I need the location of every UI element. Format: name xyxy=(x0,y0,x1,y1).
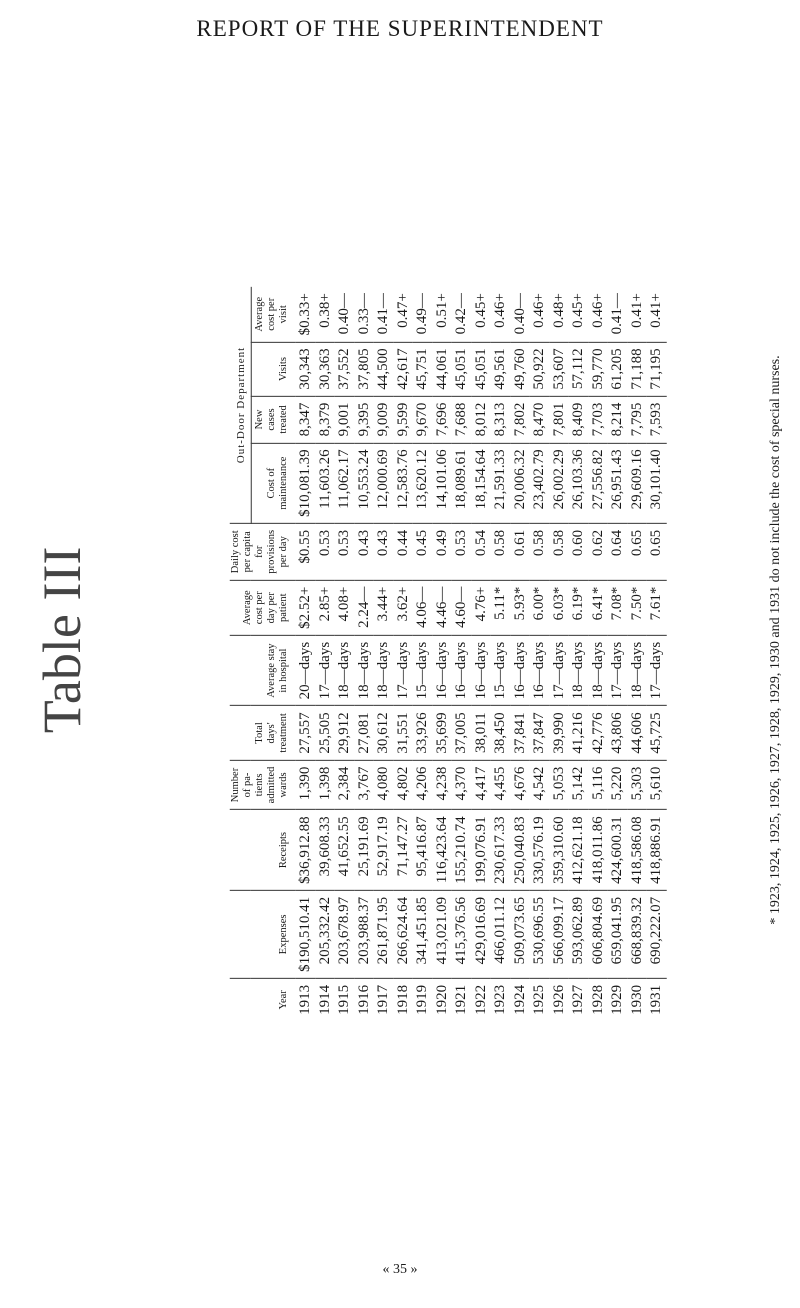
cell-od-new-cases: 7,801 xyxy=(549,396,569,443)
cell-od-cost: 18,089.61 xyxy=(452,443,472,524)
cell-patients: 4,080 xyxy=(374,760,394,810)
cell-od-new-cases: 8,409 xyxy=(569,396,589,443)
table-row-1922 xyxy=(471,287,491,1021)
cell-year: 1919 xyxy=(413,978,433,1021)
cell-capita-cost: 0.61 xyxy=(510,523,530,580)
cell-patient-days: 38,011 xyxy=(471,706,491,760)
cell-patient-days: 39,990 xyxy=(549,706,569,760)
cell-receipts: 330,576.19 xyxy=(530,810,550,891)
cell-od-avg-cost: 0.38+ xyxy=(316,293,333,328)
cell-od-visits: 37,552 xyxy=(335,342,355,396)
cell-cost-per-day: 6.00* xyxy=(530,580,550,635)
cell-od-visits: 71,195 xyxy=(647,342,667,396)
cell-receipts: 41,652.55 xyxy=(335,810,355,891)
cell-cost-per-day: 4.08+ xyxy=(335,580,355,635)
cell-patient-days: 31,551 xyxy=(393,706,413,760)
table-row-1914 xyxy=(315,287,335,1021)
col-header-od-cost: Cost of maintenance xyxy=(251,443,296,524)
cell-receipts: $36,912.88 xyxy=(296,810,316,891)
cell-cost-per-day: 4.06— xyxy=(413,580,433,635)
cell-od-cost: 10,553.24 xyxy=(354,443,374,524)
cell-stay: 17—days xyxy=(608,635,628,706)
cell-patients: 1,390 xyxy=(296,760,316,810)
cell-cost-per-day: 5.11* xyxy=(491,580,511,635)
cell-od-avg-cost: 0.46+ xyxy=(492,293,508,328)
table-row-1921 xyxy=(452,287,472,1021)
cell-stay: 18—days xyxy=(627,635,647,706)
cell-patient-days: 45,725 xyxy=(647,706,667,760)
table-row-1917 xyxy=(374,287,394,1021)
cell-od-new-cases: 8,214 xyxy=(608,396,628,443)
cell-capita-cost: 0.43 xyxy=(374,523,394,580)
cell-od-new-cases: 8,012 xyxy=(471,396,491,443)
cell-capita-cost: 0.58 xyxy=(491,523,511,580)
cell-expenses: 429,016.69 xyxy=(471,890,491,978)
cell-stay: 17—days xyxy=(647,635,667,706)
cell-receipts: 424,600.31 xyxy=(608,810,628,891)
col-header-year: Year xyxy=(230,978,296,1021)
cell-stay: 16—days xyxy=(452,635,472,706)
cell-receipts: 52,917.19 xyxy=(374,810,394,891)
cell-od-avg-cost: 0.41+ xyxy=(628,293,645,328)
cell-patients: 4,676 xyxy=(510,760,530,810)
cell-od-new-cases: 8,313 xyxy=(491,396,511,443)
cell-od-visits: 61,205 xyxy=(608,342,628,396)
table-row-1913 xyxy=(296,287,316,1021)
cell-capita-cost: 0.58 xyxy=(549,523,569,580)
cell-stay: 16—days xyxy=(471,635,491,706)
cell-year: 1914 xyxy=(315,978,335,1021)
cell-od-visits: 45,751 xyxy=(413,342,433,396)
cell-expenses: 415,376.56 xyxy=(452,890,472,978)
cell-year: 1921 xyxy=(452,978,472,1021)
cell-expenses: 690,222.07 xyxy=(647,890,667,978)
cell-od-visits: 30,363 xyxy=(315,342,335,396)
cell-year: 1913 xyxy=(296,978,316,1021)
table-row-1919 xyxy=(413,287,433,1021)
cell-patients: 4,802 xyxy=(393,760,413,810)
cell-cost-per-day: 7.61* xyxy=(647,580,667,635)
cell-patients: 3,767 xyxy=(354,760,374,810)
col-header-patients: Number of pa-tients admitted wards xyxy=(230,760,296,810)
cell-cost-per-day: 4.46— xyxy=(432,580,452,635)
cell-year: 1931 xyxy=(647,978,667,1021)
cell-expenses: 341,451.85 xyxy=(413,890,433,978)
cell-year: 1927 xyxy=(569,978,589,1021)
cell-od-avg-cost: 0.48+ xyxy=(550,293,567,328)
cell-patients: 5,303 xyxy=(627,760,647,810)
cell-cost-per-day: 5.93* xyxy=(510,580,530,635)
cell-receipts: 418,886.91 xyxy=(647,810,667,891)
table-body xyxy=(296,287,667,1021)
cell-year: 1930 xyxy=(627,978,647,1021)
cell-receipts: 155,210.74 xyxy=(452,810,472,891)
cell-od-cost: 30,101.40 xyxy=(647,443,667,524)
cell-od-cost: 23,402.79 xyxy=(530,443,550,524)
cell-patient-days: 30,612 xyxy=(374,706,394,760)
cell-od-visits: 71,188 xyxy=(627,342,647,396)
cell-patients: 4,455 xyxy=(491,760,511,810)
cell-stay: 17—days xyxy=(549,635,569,706)
cell-od-new-cases: 7,802 xyxy=(510,396,530,443)
cell-capita-cost: 0.53 xyxy=(315,523,335,580)
cell-receipts: 412,621.18 xyxy=(569,810,589,891)
cell-patient-days: 33,926 xyxy=(413,706,433,760)
cell-cost-per-day: 2.85+ xyxy=(315,580,335,635)
cell-capita-cost: 0.58 xyxy=(530,523,550,580)
cell-od-visits: 44,500 xyxy=(374,342,394,396)
col-header-expenses: Expenses xyxy=(230,890,296,978)
cell-expenses: 566,099.17 xyxy=(549,890,569,978)
cell-cost-per-day: 4.76+ xyxy=(471,580,491,635)
cell-od-visits: 50,922 xyxy=(530,342,550,396)
table-row-1924 xyxy=(510,287,530,1021)
cell-od-avg-cost: 0.42— xyxy=(453,293,469,335)
cell-expenses: 203,678.97 xyxy=(335,890,355,978)
cell-od-cost: 12,000.69 xyxy=(374,443,394,524)
page-number: « 35 » xyxy=(382,1262,418,1277)
table-row-1918 xyxy=(393,287,413,1021)
cell-od-visits: 44,061 xyxy=(432,342,452,396)
cell-od-visits: 57,112 xyxy=(569,342,589,396)
cell-receipts: 418,586.08 xyxy=(627,810,647,891)
cell-capita-cost: 0.62 xyxy=(588,523,608,580)
cell-expenses: 466,011.12 xyxy=(491,890,511,978)
cell-receipts: 116,423.64 xyxy=(432,810,452,891)
cell-od-visits: 45,051 xyxy=(471,342,491,396)
cell-year: 1926 xyxy=(549,978,569,1021)
table-row-1929 xyxy=(608,287,628,1021)
cell-capita-cost: 0.53 xyxy=(452,523,472,580)
cell-capita-cost: 0.45 xyxy=(413,523,433,580)
cell-od-new-cases: 8,379 xyxy=(315,396,335,443)
cell-patient-days: 27,557 xyxy=(296,706,316,760)
table-row-1931 xyxy=(647,287,667,1021)
cell-year: 1920 xyxy=(432,978,452,1021)
cell-patients: 4,370 xyxy=(452,760,472,810)
table-row-1928 xyxy=(588,287,608,1021)
cell-expenses: 530,696.55 xyxy=(530,890,550,978)
table-row-1930 xyxy=(627,287,647,1021)
cell-patients: 1,398 xyxy=(315,760,335,810)
cell-cost-per-day: 6.41* xyxy=(588,580,608,635)
cell-od-avg-cost: 0.40— xyxy=(336,293,352,335)
table-row-1920 xyxy=(432,287,452,1021)
cell-stay: 15—days xyxy=(491,635,511,706)
col-header-cost-per-day: Average cost per day per patient xyxy=(230,580,296,635)
cell-patient-days: 44,606 xyxy=(627,706,647,760)
cell-capita-cost: 0.53 xyxy=(335,523,355,580)
cell-od-visits: 53,607 xyxy=(549,342,569,396)
col-header-od-visits: Visits xyxy=(251,342,296,396)
cell-year: 1916 xyxy=(354,978,374,1021)
col-header-od-avg-cost: Average cost per visit xyxy=(253,296,289,332)
cell-year: 1928 xyxy=(588,978,608,1021)
cell-year: 1924 xyxy=(510,978,530,1021)
cell-od-new-cases: 9,395 xyxy=(354,396,374,443)
cell-expenses: 203,988.37 xyxy=(354,890,374,978)
cell-od-avg-cost: 0.40— xyxy=(511,293,528,335)
cell-patients: 5,220 xyxy=(608,760,628,810)
cell-patient-days: 29,912 xyxy=(335,706,355,760)
cell-year: 1918 xyxy=(393,978,413,1021)
cell-patients: 4,206 xyxy=(413,760,433,810)
cell-receipts: 359,310.60 xyxy=(549,810,569,891)
cell-od-visits: 30,343 xyxy=(296,342,316,396)
header-group-row xyxy=(230,287,251,1021)
cell-cost-per-day: 6.19* xyxy=(569,580,589,635)
cell-year: 1925 xyxy=(530,978,550,1021)
cell-od-cost: 26,951.43 xyxy=(608,443,628,524)
cell-receipts: 199,076.91 xyxy=(471,810,491,891)
cell-od-avg-cost: 0.45+ xyxy=(472,293,489,328)
cell-od-new-cases: 7,688 xyxy=(452,396,472,443)
cell-cost-per-day: 3.62+ xyxy=(393,580,413,635)
cell-od-new-cases: 9,670 xyxy=(413,396,433,443)
cell-od-new-cases: 9,009 xyxy=(374,396,394,443)
cell-od-cost: 26,103.36 xyxy=(569,443,589,524)
cell-receipts: 25,191.69 xyxy=(354,810,374,891)
cell-od-avg-cost: 0.41+ xyxy=(648,293,664,328)
cell-od-avg-cost: 0.33— xyxy=(355,293,372,335)
cell-stay: 18—days xyxy=(354,635,374,706)
cell-patients: 2,384 xyxy=(335,760,355,810)
cell-od-cost: 14,101.06 xyxy=(432,443,452,524)
cell-od-visits: 45,051 xyxy=(452,342,472,396)
cell-expenses: 509,073.65 xyxy=(510,890,530,978)
cell-capita-cost: 0.60 xyxy=(569,523,589,580)
cell-stay: 16—days xyxy=(530,635,550,706)
cell-cost-per-day: 6.03* xyxy=(549,580,569,635)
cell-patients: 5,053 xyxy=(549,760,569,810)
cell-od-cost: 18,154.64 xyxy=(471,443,491,524)
table-row-1927 xyxy=(569,287,589,1021)
table-row-1925 xyxy=(530,287,550,1021)
running-head: REPORT OF THE SUPERINTENDENT xyxy=(196,16,604,41)
cell-od-visits: 42,617 xyxy=(393,342,413,396)
cell-capita-cost: 0.65 xyxy=(647,523,667,580)
cell-stay: 17—days xyxy=(315,635,335,706)
cell-od-avg-cost: $0.33+ xyxy=(297,293,313,336)
cell-patient-days: 27,081 xyxy=(354,706,374,760)
cell-receipts: 71,147.27 xyxy=(393,810,413,891)
cell-capita-cost: 0.44 xyxy=(393,523,413,580)
cell-od-visits: 49,561 xyxy=(491,342,511,396)
cell-cost-per-day: 7.50* xyxy=(627,580,647,635)
cell-patients: 4,238 xyxy=(432,760,452,810)
cell-patient-days: 41,216 xyxy=(569,706,589,760)
cell-patients: 5,142 xyxy=(569,760,589,810)
cell-od-cost: $10,081.39 xyxy=(296,443,316,524)
cell-stay: 17—days xyxy=(393,635,413,706)
cell-stay: 16—days xyxy=(432,635,452,706)
cell-expenses: 668,839.32 xyxy=(627,890,647,978)
cell-stay: 18—days xyxy=(569,635,589,706)
cell-od-new-cases: 9,599 xyxy=(393,396,413,443)
cell-od-new-cases: 7,593 xyxy=(647,396,667,443)
cell-patient-days: 37,005 xyxy=(452,706,472,760)
cell-stay: 20—days xyxy=(296,635,316,706)
cell-od-visits: 59,770 xyxy=(588,342,608,396)
cell-od-avg-cost: 0.41— xyxy=(609,293,625,335)
cell-expenses: 205,332.42 xyxy=(315,890,335,978)
table-row-1926 xyxy=(549,287,569,1021)
rotated-table-container xyxy=(230,287,667,1021)
cell-year: 1915 xyxy=(335,978,355,1021)
cell-od-avg-cost: 0.49— xyxy=(414,293,430,335)
cell-od-avg-cost: 0.45+ xyxy=(570,293,586,328)
group-header-out-door: Out-Door Department xyxy=(230,287,251,523)
col-header-receipts: Receipts xyxy=(230,810,296,891)
cell-od-cost: 21,591.33 xyxy=(491,443,511,524)
table-row-1915 xyxy=(335,287,355,1021)
cell-cost-per-day: 2.24— xyxy=(354,580,374,635)
cell-od-new-cases: 7,703 xyxy=(588,396,608,443)
cell-expenses: 593,062.89 xyxy=(569,890,589,978)
cell-capita-cost: 0.64 xyxy=(608,523,628,580)
cell-capita-cost: 0.43 xyxy=(354,523,374,580)
cell-expenses: 413,021.09 xyxy=(432,890,452,978)
cell-od-cost: 11,603.26 xyxy=(315,443,335,524)
cell-cost-per-day: $2.52+ xyxy=(296,580,316,635)
cell-od-avg-cost: 0.47+ xyxy=(394,293,411,328)
statistics-table xyxy=(230,287,667,1021)
cell-receipts: 230,617.33 xyxy=(491,810,511,891)
cell-patient-days: 37,841 xyxy=(510,706,530,760)
cell-od-cost: 27,556.82 xyxy=(588,443,608,524)
table-row-1916 xyxy=(354,287,374,1021)
cell-expenses: 261,871.95 xyxy=(374,890,394,978)
col-header-od-new-cases: New cases treated xyxy=(251,396,296,443)
cell-cost-per-day: 7.08* xyxy=(608,580,628,635)
cell-od-new-cases: 8,470 xyxy=(530,396,550,443)
cell-patient-days: 43,806 xyxy=(608,706,628,760)
cell-expenses: 659,041.95 xyxy=(608,890,628,978)
cell-stay: 18—days xyxy=(335,635,355,706)
cell-patient-days: 37,847 xyxy=(530,706,550,760)
cell-od-new-cases: 7,696 xyxy=(432,396,452,443)
cell-od-visits: 37,805 xyxy=(354,342,374,396)
cell-od-avg-cost: 0.51+ xyxy=(433,293,450,328)
cell-cost-per-day: 4.60— xyxy=(452,580,472,635)
table-label: Table III xyxy=(32,546,92,734)
cell-year: 1917 xyxy=(374,978,394,1021)
cell-expenses: $190,510.41 xyxy=(296,890,316,978)
cell-patient-days: 25,505 xyxy=(315,706,335,760)
cell-capita-cost: $0.55 xyxy=(296,523,316,580)
cell-od-avg-cost: 0.46+ xyxy=(531,293,547,328)
cell-od-new-cases: 9,001 xyxy=(335,396,355,443)
footnote: * 1923, 1924, 1925, 1926, 1927, 1928, 1929, 1930 and 1931 do not include the cost of special nurses. xyxy=(768,355,783,925)
cell-receipts: 95,416.87 xyxy=(413,810,433,891)
cell-stay: 16—days xyxy=(510,635,530,706)
cell-od-cost: 12,583.76 xyxy=(393,443,413,524)
cell-od-new-cases: 7,795 xyxy=(627,396,647,443)
cell-capita-cost: 0.65 xyxy=(627,523,647,580)
cell-receipts: 39,608.33 xyxy=(315,810,335,891)
cell-patient-days: 38,450 xyxy=(491,706,511,760)
cell-capita-cost: 0.49 xyxy=(432,523,452,580)
cell-od-new-cases: 8,347 xyxy=(296,396,316,443)
cell-year: 1922 xyxy=(471,978,491,1021)
cell-od-avg-cost: 0.41— xyxy=(375,293,391,335)
cell-od-cost: 29,609.16 xyxy=(627,443,647,524)
cell-year: 1923 xyxy=(491,978,511,1021)
cell-expenses: 606,804.69 xyxy=(588,890,608,978)
cell-od-cost: 20,006.32 xyxy=(510,443,530,524)
table-row-1923 xyxy=(491,287,511,1021)
cell-stay: 15—days xyxy=(413,635,433,706)
cell-od-cost: 13,620.12 xyxy=(413,443,433,524)
cell-capita-cost: 0.54 xyxy=(471,523,491,580)
cell-patients: 4,417 xyxy=(471,760,491,810)
cell-receipts: 250,040.83 xyxy=(510,810,530,891)
cell-patients: 4,542 xyxy=(530,760,550,810)
cell-cost-per-day: 3.44+ xyxy=(374,580,394,635)
cell-receipts: 418,011.86 xyxy=(588,810,608,891)
cell-year: 1929 xyxy=(608,978,628,1021)
cell-od-cost: 26,002.29 xyxy=(549,443,569,524)
cell-stay: 18—days xyxy=(374,635,394,706)
col-header-capita-cost: Daily cost per capita for provisions per day xyxy=(230,523,296,580)
cell-od-cost: 11,062.17 xyxy=(335,443,355,524)
cell-od-visits: 49,760 xyxy=(510,342,530,396)
cell-expenses: 266,624.64 xyxy=(393,890,413,978)
col-header-stay: Average stay in hospital xyxy=(230,635,296,706)
cell-patient-days: 42,776 xyxy=(588,706,608,760)
cell-patient-days: 35,699 xyxy=(432,706,452,760)
cell-patients: 5,116 xyxy=(588,760,608,810)
col-header-patient-days: Total days' treatment xyxy=(230,706,296,760)
cell-patients: 5,610 xyxy=(647,760,667,810)
cell-od-avg-cost: 0.46+ xyxy=(589,293,606,328)
cell-stay: 18—days xyxy=(588,635,608,706)
